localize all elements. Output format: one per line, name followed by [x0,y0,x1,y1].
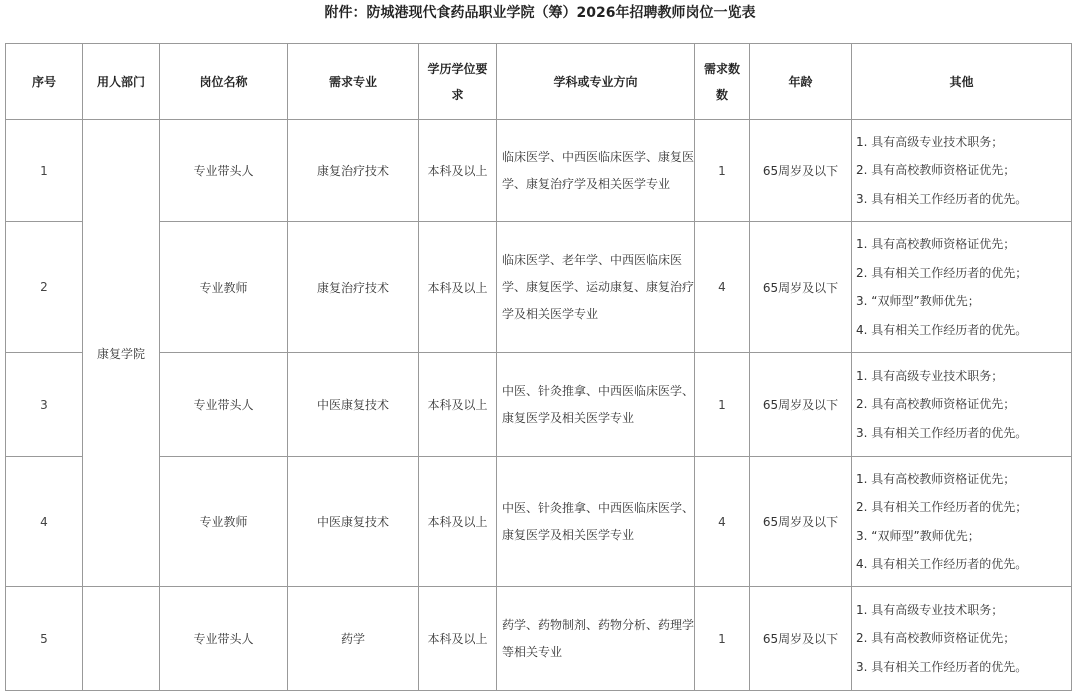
header-direction: 学科或专业方向 [497,44,695,120]
edu-cell: 本科及以上 [419,353,497,457]
major-cell: 中医康复技术 [288,457,419,587]
note-item: 2. 具有相关工作经历者的优先； [856,500,1028,514]
header-dept: 用人部门 [83,44,160,120]
position-cell: 专业教师 [160,222,288,353]
table-row [6,222,1072,353]
note-item: 3. 具有相关工作经历者的优先。 [856,425,1028,440]
position-cell: 专业教师 [160,457,288,587]
note-item: 2. 具有高校教师资格证优先； [856,631,1016,646]
header-edu: 学历学位要求 [419,44,497,120]
table-row [6,120,1072,222]
header-other: 其他 [852,44,1072,120]
note-item: 2. 具有相关工作经历者的优先； [856,265,1028,280]
count-cell: 1 [695,120,750,222]
note-item: 1. 具有高级专业技术职务； [856,602,1004,617]
edu-cell: 本科及以上 [419,222,497,353]
position-cell: 专业带头人 [160,353,288,457]
notes-cell [852,457,1072,587]
notes-cell [852,353,1072,457]
note-item: 4. 具有相关工作经历者的优先。 [856,557,1028,571]
seq-cell: 4 [6,457,83,587]
note-item: 1. 具有高校教师资格证优先； [856,237,1016,251]
note-item: 3. 具有相关工作经历者的优先。 [856,191,1028,206]
table-row [6,353,1072,457]
notes-cell [852,120,1072,222]
dept-cell: 康复学院 [83,120,160,587]
table-row [6,457,1072,587]
age-cell: 65周岁及以下 [750,120,852,222]
edu-cell: 本科及以上 [419,587,497,691]
header-major: 需求专业 [288,44,419,120]
direction-cell: 中医、针灸推拿、中西医临床医学、康复医学及相关医学专业 [497,353,695,457]
count-cell: 1 [695,353,750,457]
table-header-row [6,44,1072,120]
note-item: 1. 具有高级专业技术职务； [856,134,1004,149]
major-cell: 康复治疗技术 [288,222,419,353]
dept-cell [83,587,160,691]
document-title: 附件：防城港现代食药品职业学院（筹）2026年招聘教师岗位一览表 [324,5,756,21]
note-item: 3. “双师型”教师优先； [856,294,980,308]
notes-cell [852,587,1072,691]
count-cell: 4 [695,457,750,587]
header-age: 年龄 [750,44,852,120]
note-item: 2. 具有高校教师资格证优先； [856,163,1016,178]
note-item: 1. 具有高级专业技术职务； [856,368,1004,383]
position-cell: 专业带头人 [160,120,288,222]
age-cell: 65周岁及以下 [750,353,852,457]
major-cell: 中医康复技术 [288,353,419,457]
direction-cell: 药学、药物制剂、药物分析、药理学等相关专业 [497,587,695,691]
direction-cell: 临床医学、中西医临床医学、康复医学、康复治疗学及相关医学专业 [497,120,695,222]
note-item: 3. 具有相关工作经历者的优先。 [856,659,1028,674]
header-seq: 序号 [6,44,83,120]
note-item: 1. 具有高校教师资格证优先； [856,471,1016,486]
count-cell: 4 [695,222,750,353]
direction-cell: 临床医学、老年学、中西医临床医学、康复医学、运动康复、康复治疗学及相关医学专业 [497,222,695,353]
seq-cell: 1 [6,120,83,222]
notes-cell [852,222,1072,353]
seq-cell: 3 [6,353,83,457]
age-cell: 65周岁及以下 [750,222,852,353]
edu-cell: 本科及以上 [419,120,497,222]
header-count: 需求数数 [695,44,750,120]
header-position: 岗位名称 [160,44,288,120]
position-cell: 专业带头人 [160,587,288,691]
major-cell: 康复治疗技术 [288,120,419,222]
seq-cell: 5 [6,587,83,691]
direction-cell: 中医、针灸推拿、中西医临床医学、康复医学及相关医学专业 [497,457,695,587]
edu-cell: 本科及以上 [419,457,497,587]
age-cell: 65周岁及以下 [750,587,852,691]
table-row [6,587,1072,691]
age-cell: 65周岁及以下 [750,457,852,587]
note-item: 3. “双师型”教师优先； [856,528,980,543]
major-cell: 药学 [288,587,419,691]
seq-cell: 2 [6,222,83,353]
note-item: 2. 具有高校教师资格证优先； [856,397,1016,412]
note-item: 4. 具有相关工作经历者的优先。 [856,322,1028,337]
positions-table [5,43,1072,691]
count-cell: 1 [695,587,750,691]
